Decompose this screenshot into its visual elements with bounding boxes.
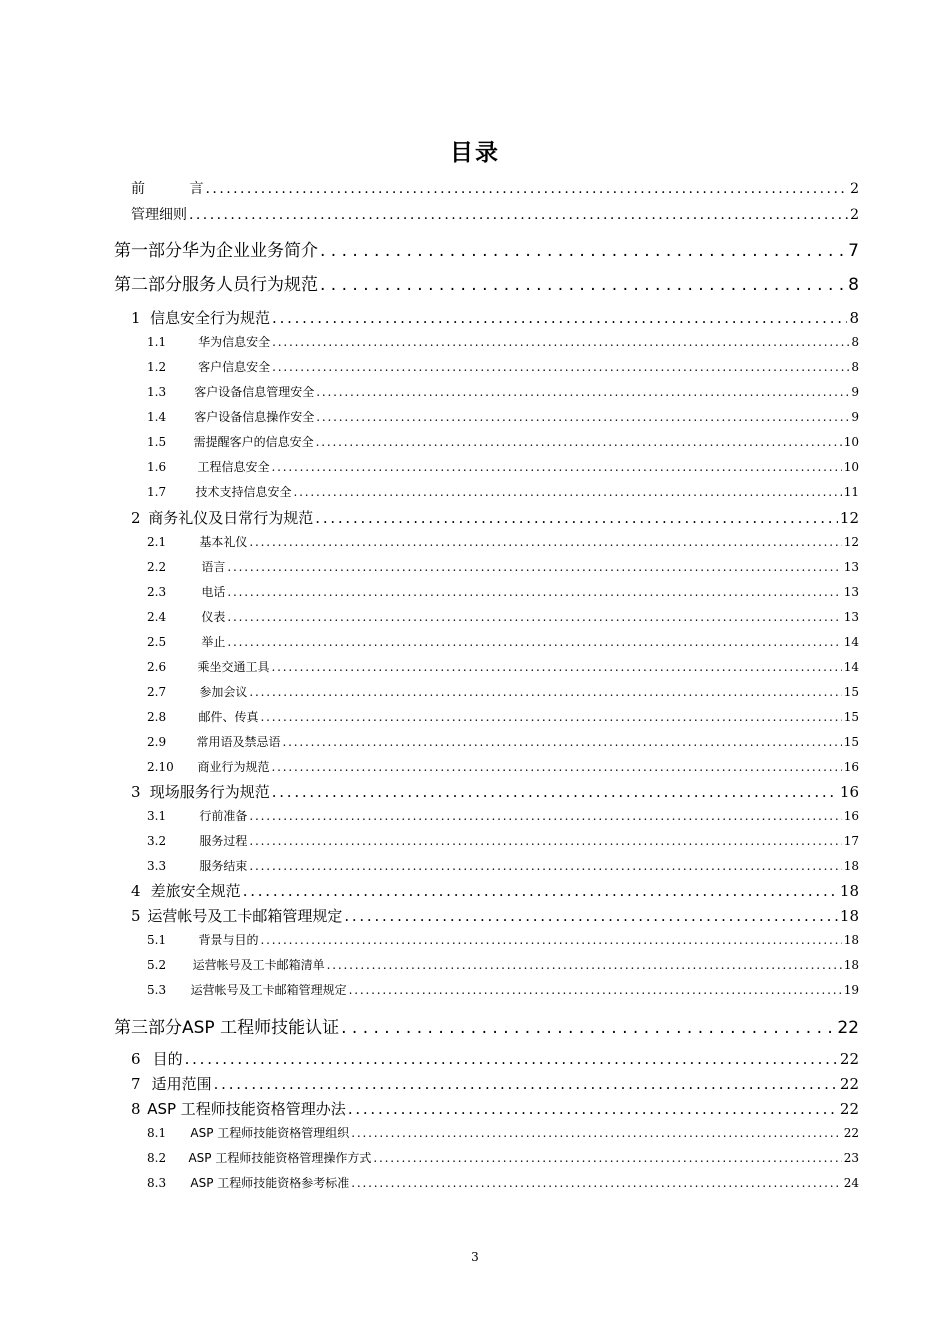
toc-section-number: 6 <box>131 1050 141 1068</box>
dot-leader <box>206 181 849 197</box>
toc-page-number: 14 <box>843 660 859 674</box>
toc-page-number: 16 <box>843 760 859 774</box>
toc-entry-s2-2[interactable] <box>147 558 859 575</box>
toc-part-number: 第一部分 <box>114 241 182 261</box>
toc-entry-label: ASP 工程师技能资格参考标准 <box>190 1176 350 1190</box>
toc-entry-label: 基本礼仪 <box>199 535 248 549</box>
toc-entry-s1-1[interactable] <box>147 333 859 350</box>
toc-section-number: 1 <box>131 309 141 327</box>
dot-leader <box>260 710 841 724</box>
dot-leader <box>272 335 849 349</box>
dot-leader <box>271 660 841 674</box>
toc-section-number: 4 <box>131 882 141 900</box>
toc-page-number: 2 <box>850 181 859 197</box>
toc-entry-label: ASP 工程师技能资格管理操作方式 <box>188 1151 372 1165</box>
toc-entry-s2-6[interactable] <box>147 658 859 675</box>
dot-leader <box>327 958 842 972</box>
dot-leader <box>272 309 847 327</box>
toc-section-number: 2.9 <box>147 735 167 749</box>
toc-entry-label: 华为企业业务简介 <box>182 241 318 261</box>
toc-entry-label: ASP 工程师技能资格管理办法 <box>147 1100 346 1118</box>
toc-entry-label: 商业行为规范 <box>197 760 270 774</box>
toc-entry-label: ASP 工程师技能认证 <box>182 1018 340 1038</box>
toc-section-number: 3.2 <box>147 834 167 848</box>
toc-section-number: 1.3 <box>147 385 167 399</box>
dot-leader <box>348 1100 838 1118</box>
toc-entry-label: 参加会议 <box>199 685 248 699</box>
toc-section-number: 8 <box>131 1100 141 1118</box>
toc-entry-s5-1[interactable] <box>147 931 859 948</box>
toc-page-number: 8 <box>851 360 859 374</box>
toc-section-number: 2.1 <box>147 535 167 549</box>
toc-section-number: 3.1 <box>147 809 167 823</box>
toc-entry-s2-3[interactable] <box>147 583 859 600</box>
toc-section-number: 1.7 <box>147 485 167 499</box>
toc-section-number: 1.6 <box>147 460 167 474</box>
toc-entry-label: 仪表 <box>201 610 226 624</box>
dot-leader <box>272 783 838 801</box>
toc-entry-label: 差旅安全规范 <box>150 882 241 900</box>
dot-leader <box>373 1151 841 1165</box>
toc-page-number: 11 <box>843 485 859 499</box>
toc-entry-s2-1[interactable] <box>147 533 859 550</box>
toc-page-number: 9 <box>851 385 859 399</box>
toc-part-number: 第二部分 <box>114 275 182 295</box>
toc-page-number: 9 <box>851 410 859 424</box>
toc-entry-s6[interactable] <box>131 1048 859 1069</box>
toc-section-number: 2.3 <box>147 585 167 599</box>
dot-leader <box>249 535 841 549</box>
toc-entry-label: 技术支持信息安全 <box>195 485 292 499</box>
toc-page-number: 17 <box>843 834 859 848</box>
toc-entry-s4[interactable] <box>131 880 859 901</box>
toc-page-number: 18 <box>839 907 859 925</box>
toc-part-number: 第三部分 <box>114 1018 182 1038</box>
toc-section-number: 2 <box>131 509 141 527</box>
toc-page-number: 15 <box>843 735 859 749</box>
page-title: 目录 <box>450 140 500 166</box>
toc-entry-label: 工程信息安全 <box>197 460 270 474</box>
toc-page-number: 18 <box>843 859 859 873</box>
toc-page-number: 10 <box>843 460 859 474</box>
dot-leader <box>185 1050 838 1068</box>
toc-entry-label: 服务结束 <box>199 859 248 873</box>
toc-entry-preface[interactable] <box>131 178 859 198</box>
dot-leader <box>294 485 842 499</box>
toc-section-number: 1.2 <box>147 360 167 374</box>
toc-entry-label: 现场服务行为规范 <box>149 783 270 801</box>
toc-page-number: 18 <box>839 882 859 900</box>
dot-leader <box>227 585 841 599</box>
toc-entry-label: 适用范围 <box>151 1075 212 1093</box>
toc-entry-s2-4[interactable] <box>147 608 859 625</box>
toc-page-number: 16 <box>843 809 859 823</box>
toc-entry-s3-3[interactable] <box>147 857 859 874</box>
dot-leader <box>283 735 842 749</box>
toc-page-number: 15 <box>843 710 859 724</box>
toc-entry-part1[interactable] <box>114 236 859 261</box>
dot-leader <box>227 635 841 649</box>
toc-page-number: 22 <box>839 1075 859 1093</box>
dot-leader <box>272 360 849 374</box>
toc-entry-s1-3[interactable] <box>147 383 859 400</box>
toc-page-number: 24 <box>843 1176 859 1190</box>
toc-entry-label: 商务礼仪及日常行为规范 <box>148 509 314 527</box>
toc-section-number: 2.2 <box>147 560 167 574</box>
toc-page-number: 18 <box>843 958 859 972</box>
toc-entry-label: 行前准备 <box>199 809 248 823</box>
toc-section-number: 2.6 <box>147 660 167 674</box>
toc-entry-s8-2[interactable] <box>147 1149 859 1166</box>
toc-entry-s2-5[interactable] <box>147 633 859 650</box>
toc-page-number: 13 <box>843 585 859 599</box>
dot-leader <box>214 1075 838 1093</box>
dot-leader <box>227 560 841 574</box>
toc-section-number: 1.4 <box>147 410 167 424</box>
toc-section-number: 5 <box>131 907 141 925</box>
toc-entry-label: 乘坐交通工具 <box>197 660 270 674</box>
toc-entry-s2-7[interactable] <box>147 683 859 700</box>
toc-entry-s1[interactable] <box>131 307 859 328</box>
toc-entry-label: 需提醒客户的信息安全 <box>193 435 314 449</box>
toc-entry-s2-8[interactable] <box>147 708 859 725</box>
toc-section-number: 3 <box>131 783 141 801</box>
dot-leader <box>341 1018 835 1038</box>
toc-entry-label: 信息安全行为规范 <box>150 309 271 327</box>
toc-section-number: 2.5 <box>147 635 167 649</box>
toc-page-number: 16 <box>839 783 859 801</box>
toc-page-number: 2 <box>850 207 859 223</box>
toc-entry-label: 运营帐号及工卡邮箱管理规定 <box>190 983 347 997</box>
toc-page-number: 18 <box>843 933 859 947</box>
toc-page-number: 12 <box>843 535 859 549</box>
toc-entry-label: 目的 <box>152 1050 183 1068</box>
toc-section-number: 2.8 <box>147 710 167 724</box>
toc-entry-label: 客户信息安全 <box>198 360 271 374</box>
toc-page-number: 8 <box>848 275 859 295</box>
dot-leader <box>227 610 841 624</box>
toc-page-number: 8 <box>849 309 859 327</box>
toc-section-number: 7 <box>131 1075 141 1093</box>
toc-entry-s5-2[interactable] <box>147 956 859 973</box>
toc-page-number: 7 <box>848 241 859 261</box>
toc-entry-s7[interactable] <box>131 1073 859 1094</box>
toc-page-number: 19 <box>843 983 859 997</box>
toc-page-number: 8 <box>851 335 859 349</box>
toc-entry-s2-9[interactable] <box>147 733 859 750</box>
toc-entry-part3[interactable] <box>114 1013 859 1038</box>
dot-leader <box>249 809 841 823</box>
page-number-footer: 3 <box>471 1250 479 1264</box>
toc-section-number: 8.1 <box>147 1126 167 1140</box>
toc-entry-s1-2[interactable] <box>147 358 859 375</box>
toc-section-number: 5.2 <box>147 958 167 972</box>
dot-leader <box>271 460 841 474</box>
dot-leader <box>316 435 842 449</box>
toc-entry-s1-5[interactable] <box>147 433 859 450</box>
toc-entry-label: 邮件、传真 <box>198 710 259 724</box>
toc-entry-label: 运营帐号及工卡邮箱管理规定 <box>147 907 343 925</box>
toc-entry-s2[interactable] <box>131 507 859 528</box>
toc-entry-s1-4[interactable] <box>147 408 859 425</box>
toc-entry-label: 运营帐号及工卡邮箱清单 <box>192 958 325 972</box>
dot-leader <box>189 207 848 223</box>
toc-section-number: 5.1 <box>147 933 167 947</box>
toc-entry-label: ASP 工程师技能资格管理组织 <box>190 1126 350 1140</box>
toc-entry-s3[interactable] <box>131 781 859 802</box>
dot-leader <box>351 1176 841 1190</box>
dot-leader <box>249 859 841 873</box>
toc-entry-label: 举止 <box>201 635 226 649</box>
toc-section-number: 8.2 <box>147 1151 167 1165</box>
toc-entry-s8[interactable] <box>131 1098 859 1119</box>
toc-entry-s1-6[interactable] <box>147 458 859 475</box>
toc-page-number: 12 <box>839 509 859 527</box>
toc-page-number: 15 <box>843 685 859 699</box>
toc-entry-s8-3[interactable] <box>147 1174 859 1191</box>
toc-page-number: 22 <box>837 1018 859 1038</box>
dot-leader <box>320 241 846 261</box>
toc-entry-s5[interactable] <box>131 905 859 926</box>
toc-page-number: 13 <box>843 560 859 574</box>
dot-leader <box>344 907 838 925</box>
toc-entry-label: 语言 <box>201 560 226 574</box>
toc-entry-label: 背景与目的 <box>198 933 259 947</box>
toc-section-number: 2.7 <box>147 685 167 699</box>
toc-entry-label: 客户设备信息操作安全 <box>194 410 315 424</box>
dot-leader <box>249 834 841 848</box>
toc-entry-label: 前 言 <box>131 181 204 197</box>
toc-page-number: 14 <box>843 635 859 649</box>
toc-page-number: 13 <box>843 610 859 624</box>
toc-section-number: 1.1 <box>147 335 167 349</box>
toc-entry-label: 服务过程 <box>199 834 248 848</box>
toc-entry-label: 客户设备信息管理安全 <box>194 385 315 399</box>
toc-entry-s3-2[interactable] <box>147 832 859 849</box>
toc-section-number: 1.5 <box>147 435 167 449</box>
toc-section-number: 5.3 <box>147 983 167 997</box>
toc-entry-rules[interactable] <box>131 204 859 224</box>
toc-page-number: 10 <box>843 435 859 449</box>
toc-entry-s8-1[interactable] <box>147 1124 859 1141</box>
toc-page-number: 22 <box>839 1100 859 1118</box>
toc-entry-label: 华为信息安全 <box>198 335 271 349</box>
toc-section-number: 8.3 <box>147 1176 167 1190</box>
toc-entry-label: 常用语及禁忌语 <box>196 735 281 749</box>
dot-leader <box>260 933 841 947</box>
dot-leader <box>316 410 849 424</box>
toc-section-number: 3.3 <box>147 859 167 873</box>
dot-leader <box>243 882 838 900</box>
toc-entry-s3-1[interactable] <box>147 807 859 824</box>
toc-section-number: 2.10 <box>147 760 174 774</box>
toc-section-number: 2.4 <box>147 610 167 624</box>
toc-page-number: 23 <box>843 1151 859 1165</box>
toc-entry-part2[interactable] <box>114 270 859 295</box>
dot-leader <box>249 685 841 699</box>
toc-entry-s5-3[interactable] <box>147 981 859 998</box>
toc-page-number: 22 <box>839 1050 859 1068</box>
dot-leader <box>315 509 838 527</box>
toc-entry-label: 电话 <box>201 585 226 599</box>
dot-leader <box>316 385 849 399</box>
dot-leader <box>349 983 842 997</box>
dot-leader <box>351 1126 841 1140</box>
toc-entry-s2-10[interactable] <box>147 758 859 775</box>
toc-page-number: 22 <box>843 1126 859 1140</box>
toc-entry-label: 服务人员行为规范 <box>182 275 318 295</box>
toc-entry-label: 管理细则 <box>131 207 187 223</box>
toc-entry-s1-7[interactable] <box>147 483 859 500</box>
dot-leader <box>271 760 841 774</box>
dot-leader <box>320 275 846 295</box>
